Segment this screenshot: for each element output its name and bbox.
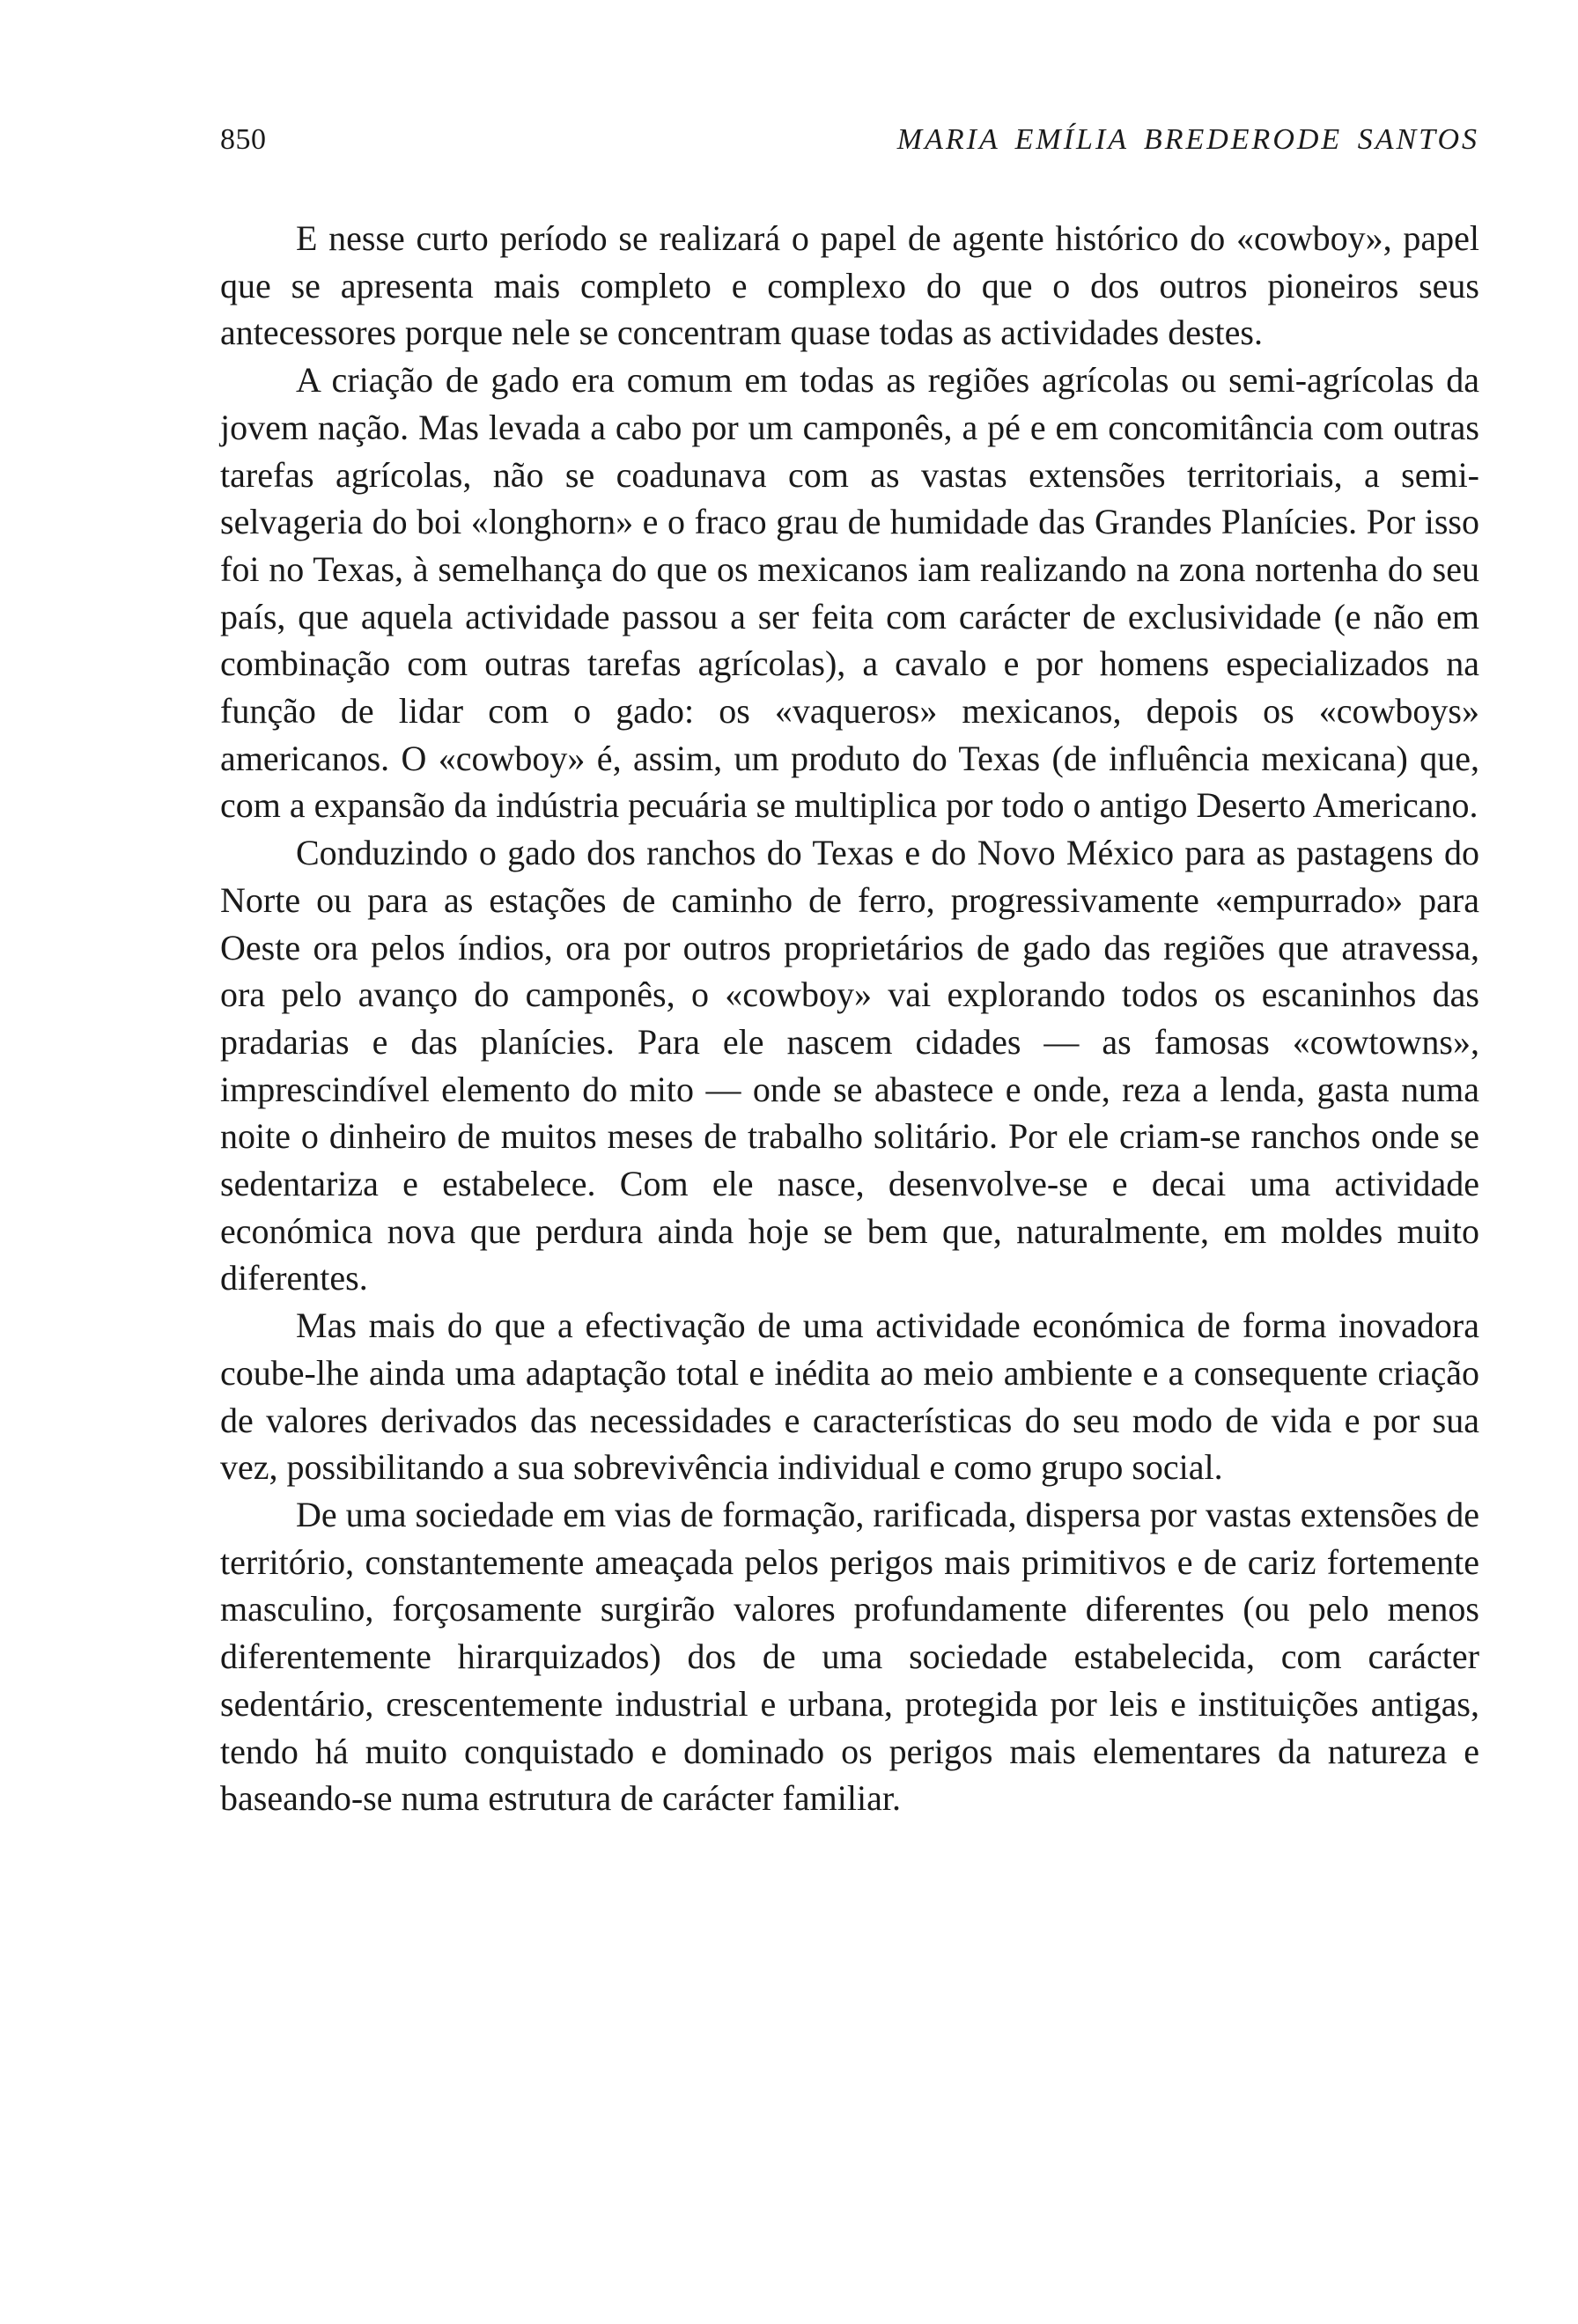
page-number: 850 <box>220 123 267 156</box>
running-header <box>220 123 1479 176</box>
paragraph-1: E nesse curto período se realizará o papel de agente histórico do «cowboy», papel que se apresenta mais completo e complexo do que o dos outros pioneiros seus antecessores porque nele se concentram quase todas as actividades destes. <box>220 218 1479 353</box>
paragraph-4: Mas mais do que a efectivação de uma actividade económica de forma inovadora coube-lhe ainda uma adaptação total e inédita ao meio ambiente e a consequente criação de valores derivados das necessidades e características do seu modo de vida e por sua vez, possibilitando a sua sobrevivência individual e como grupo social. <box>220 1305 1479 1488</box>
paragraph-3: Conduzindo o gado dos ranchos do Texas e do Novo México para as pastagens do Norte ou para as estações de caminho de ferro, progressivamente «empurrado» para Oeste ora pelos índios, ora por outros proprietários de gado das regiões que atravessa, ora pelo avanço do camponês, o «cowboy» vai explorando todos os escaninhos das pradarias e das planícies. Para ele nascem cidades — as famosas «cowtowns», imprescindível elemento do mito — onde se abastece e onde, reza a lenda, gasta numa noite o dinheiro de muitos meses de trabalho solitário. Por ele criam-se ranchos onde se sedentariza e estabelece. Com ele nasce, desenvolve-se e decai uma actividade económica nova que perdura ainda hoje se bem que, naturalmente, em moldes muito diferentes. <box>220 833 1479 1298</box>
running-title: MARIA EMÍLIA BREDERODE SANTOS <box>896 123 1479 156</box>
body-text <box>220 215 1479 1822</box>
paragraph-5: De uma sociedade em vias de formação, rarificada, dispersa por vastas extensões de território, constantemente ameaçada pelos perigos mais primitivos e de cariz fortemente masculino, forçosamente surgirão valores profundamente diferentes (ou pelo menos diferentemente hirarquizados) dos de uma sociedade estabelecida, com carácter sedentário, crescentemente industrial e urbana, protegida por leis e instituições antigas, tendo há muito conquistado e dominado os perigos mais elementares da natureza e baseando-se numa estrutura de carácter familiar. <box>220 1494 1479 1819</box>
paragraph-2: A criação de gado era comum em todas as regiões agrícolas ou semi-agrícolas da jovem nação. Mas levada a cabo por um camponês, a pé e em concomitância com outras tarefas agrícolas, não se coadunava com as vastas extensões territoriais, a semi-selvageria do boi «longhorn» e o fraco grau de humidade das Grandes Planícies. Por isso foi no Texas, à semelhança do que os mexicanos iam realizando na zona nortenha do seu país, que aquela actividade passou a ser feita com carácter de exclusividade (e não em combinação com outras tarefas agrícolas), a cavalo e por homens especializados na função de lidar com o gado: os «vaqueros» mexicanos, depois os «cowboys» americanos. O «cowboy» é, assim, um produto do Texas (de influência mexicana) que, com a expansão da indústria pecuária se multiplica por todo o antigo Deserto Americano. <box>220 360 1479 826</box>
